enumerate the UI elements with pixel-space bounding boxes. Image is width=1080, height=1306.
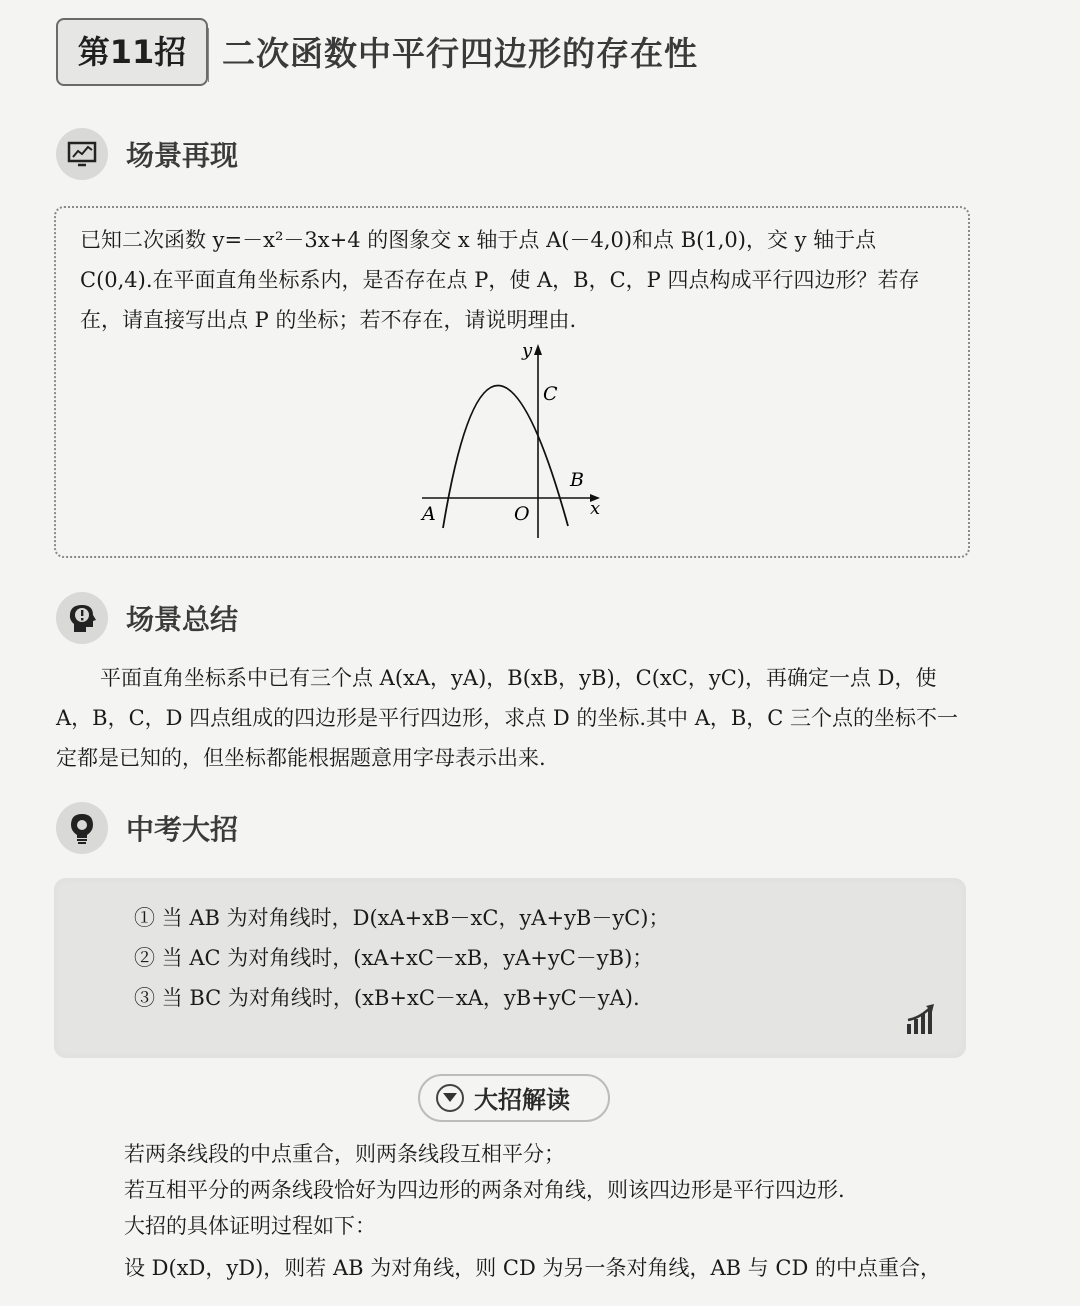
summary-paragraph	[56, 658, 976, 778]
summary-text: 平面直角坐标系中已有三个点 A(xA，yA)，B(xB，yB)，C(xC，yC)，再确定一点 D，使 A，B，C，D 四点组成的四边形是平行四边形，求点 D 的坐标.其中 A，B，C 三个点的坐标不一定都是已知的，但坐标都能根据题意用字母表示出来.	[56, 666, 959, 770]
header-divider	[208, 28, 209, 82]
formula-line-2: ② 当 AC 为对角线时，(xA+xC－xB，yA+yC－yB)；	[134, 946, 654, 970]
chapter-header	[56, 14, 1016, 90]
explain-line-1: 若两条线段的中点重合，则两条线段互相平分；	[124, 1142, 565, 1166]
chapter-tag: 第11招	[56, 18, 208, 86]
y-axis-label: y	[522, 340, 533, 361]
point-c-label: C	[543, 383, 558, 405]
parabola-curve	[443, 385, 568, 528]
explain-line-4: 设 D(xD，yD)，则若 AB 为对角线，则 CD 为另一条对角线，AB 与 CD 的中点重合，	[124, 1256, 942, 1280]
point-b-label: B	[570, 469, 584, 491]
explain-heading: 大招解读	[474, 1086, 570, 1114]
explain-line-3: 大招的具体证明过程如下：	[124, 1214, 376, 1238]
origin-label: O	[514, 503, 530, 525]
point-a-label: A	[422, 503, 436, 525]
parabola-figure	[400, 336, 620, 546]
y-axis-arrow	[534, 344, 542, 355]
explain-heading-pill	[418, 1074, 610, 1122]
section-strategy-title: 中考大招	[126, 813, 239, 846]
monitor-chart-icon	[56, 128, 108, 180]
section-scene-title: 场景再现	[126, 139, 239, 172]
chevron-down-circle-icon	[436, 1084, 464, 1112]
head-exclamation-icon	[56, 592, 108, 644]
lightbulb-icon	[56, 802, 108, 854]
formula-line-3: ③ 当 BC 为对角线时，(xB+xC－xA，yB+yC－yA).	[134, 986, 640, 1010]
growth-chart-icon	[904, 1002, 938, 1036]
section-summary-title: 场景总结	[126, 603, 239, 636]
x-axis-label: x	[590, 498, 601, 519]
chapter-title: 二次函数中平行四边形的存在性	[222, 34, 698, 73]
formula-line-1: ① 当 AB 为对角线时，D(xA+xB－xC，yA+yB－yC)；	[134, 906, 670, 930]
explain-line-2: 若互相平分的两条线段恰好为四边形的两条对角线，则该四边形是平行四边形.	[124, 1178, 845, 1202]
problem-text: 已知二次函数 y=－x²－3x+4 的图象交 x 轴于点 A(－4,0)和点 B(1,0)，交 y 轴于点 C(0,4).在平面直角坐标系内，是否存在点 P，使 A，B，C，P 四点构成平行四边形？若存在，请直接写出点 P 的坐标；若不存在，请说明理由.	[80, 228, 920, 332]
